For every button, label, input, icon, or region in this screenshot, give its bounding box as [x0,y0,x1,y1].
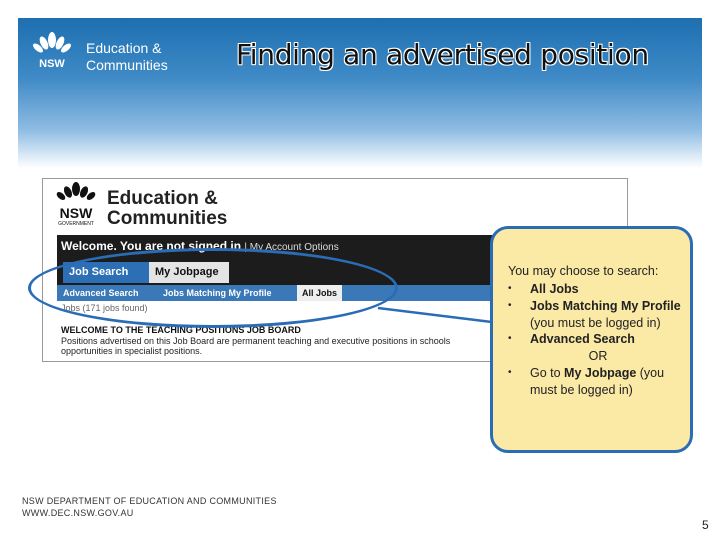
slide-title: Finding an advertised position [236,38,649,71]
highlight-ellipse [28,248,398,328]
waratah-logo-icon [51,181,101,227]
or-separator: OR [588,349,608,364]
list-item [508,331,688,348]
list-item [508,365,688,399]
account-options-link[interactable]: | My Account Options [244,242,339,253]
footer-line-1: NSW DEPARTMENT OF EDUCATION AND COMMUNITIES [22,496,277,506]
job-board-heading: WELCOME TO THE TEACHING POSITIONS JOB BOARD [61,325,301,335]
callout-intro: You may choose to search: [508,264,659,278]
option-jobs-matching: Jobs Matching My Profile [530,298,681,313]
job-board-description: Positions advertised on this Job Board are permanent teaching and executive positions in schools opportunities in specialist positions. [61,336,451,356]
subtab-advanced-search[interactable]: Advanced Search [63,288,139,298]
list-item [508,281,688,298]
bullet-icon: • [508,333,512,345]
nsw-wordmark: NSW [59,205,93,221]
option-all-jobs: All Jobs [530,282,579,296]
waratah-logo-icon [32,30,72,74]
brand-line-1: Education & [86,40,162,56]
shot-brand-line-1: Education & [107,188,218,209]
brand-text [86,40,168,74]
page-number: 5 [702,518,709,532]
list-item [508,298,688,332]
jobs-found-count: Jobs (171 jobs found) [61,303,148,313]
pointer-arrow-icon [370,300,510,330]
government-wordmark: GOVERNMENT [58,221,94,227]
tab-job-search[interactable]: Job Search [63,262,155,283]
brand-logo [32,30,192,74]
tab-my-jobpage[interactable]: My Jobpage [149,262,229,283]
welcome-text: Welcome. You are not signed in [61,239,242,253]
bullet-icon: • [508,299,512,311]
option-advanced-search: Advanced Search [530,332,635,347]
callout-list [508,281,688,399]
footer [22,495,277,519]
option-my-jobpage: My Jobpage [564,365,637,380]
option-prefix: Go to [530,365,565,380]
shot-brand-text [107,189,227,229]
subtab-all-jobs[interactable]: All Jobs [297,285,342,301]
option-note: (you must be logged in) [530,315,661,330]
bullet-icon: • [508,366,512,378]
bullet-icon: • [508,283,512,294]
subtab-jobs-matching-profile[interactable]: Jobs Matching My Profile [163,288,272,298]
brand-line-2: Communities [86,57,168,73]
nsw-wordmark: NSW [39,58,65,70]
option-note: (you must be logged in) [530,365,665,397]
shot-brand-line-2: Communities [107,208,228,229]
footer-url: WWW.DEC.NSW.GOV.AU [22,508,134,518]
